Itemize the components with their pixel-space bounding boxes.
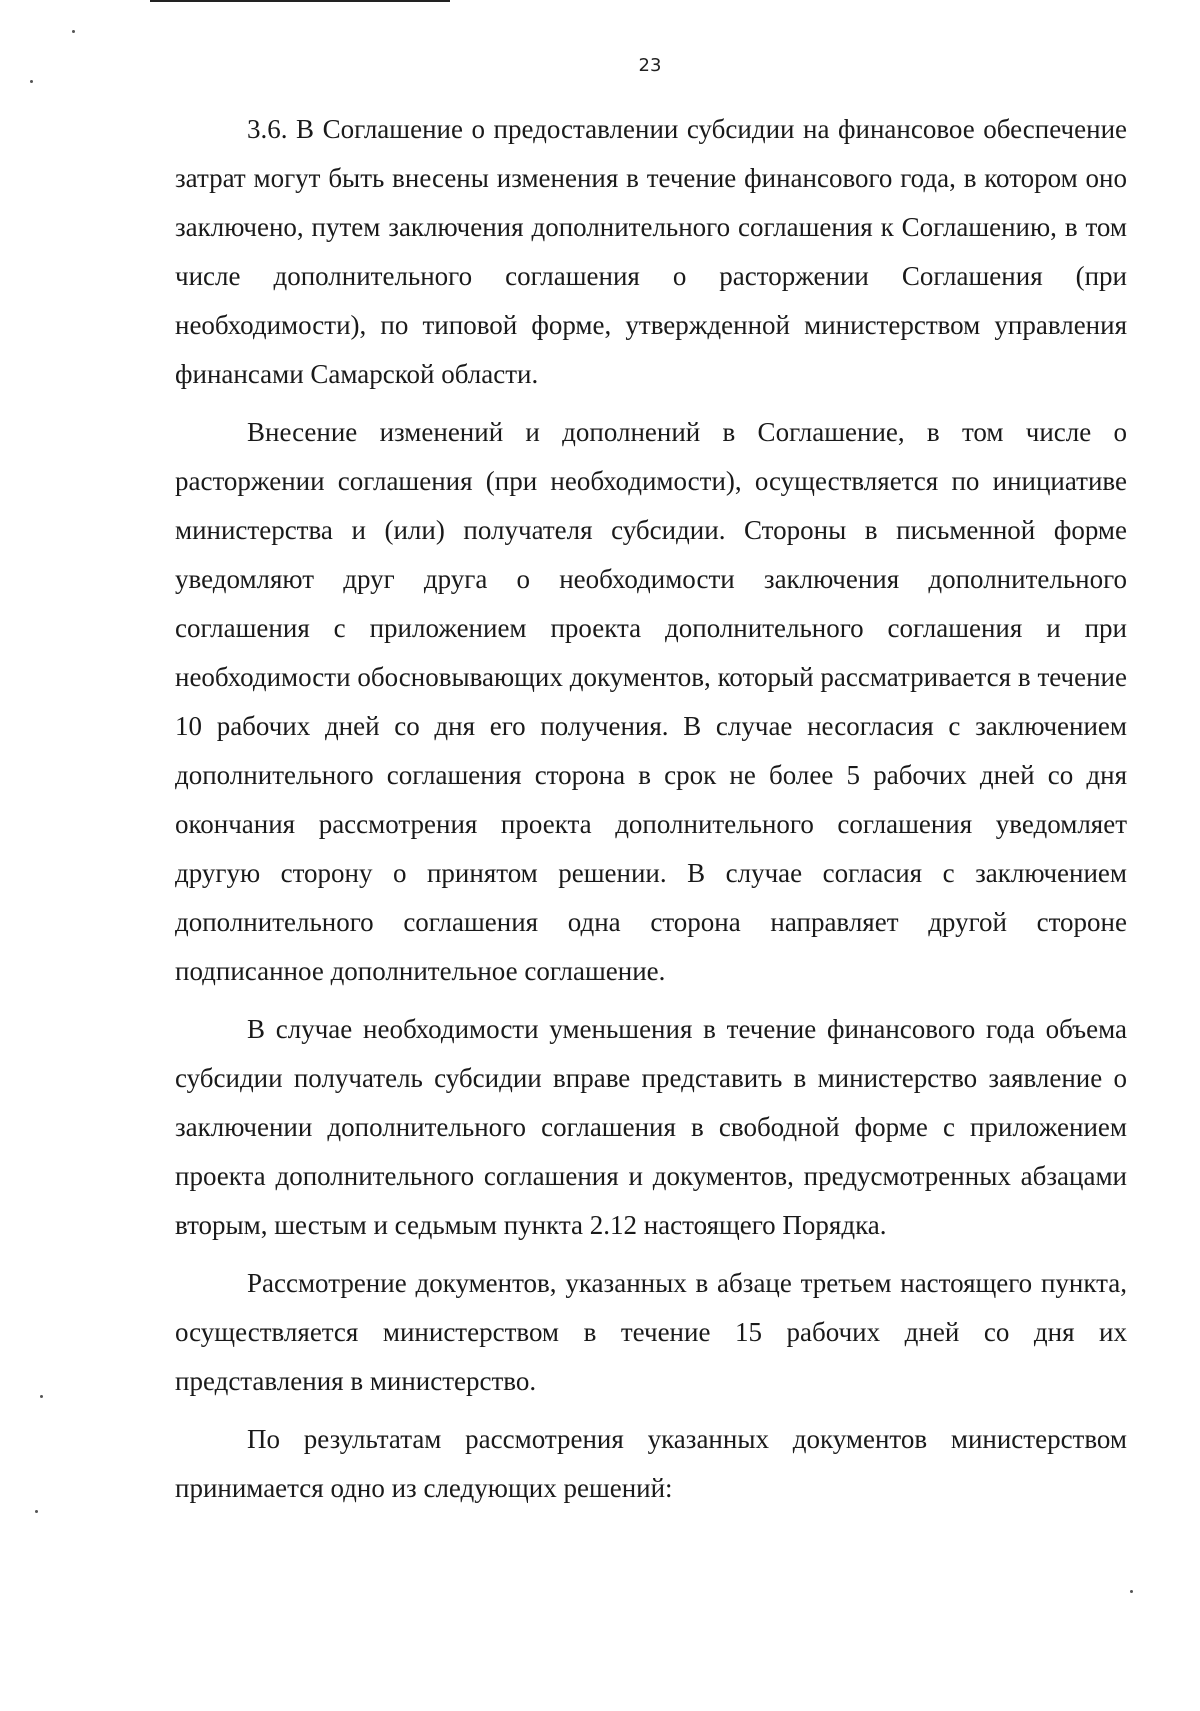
scan-speck [1130, 1590, 1133, 1593]
scan-speck [40, 1395, 43, 1398]
page-number: 23 [638, 55, 662, 76]
paragraph-decision: По результатам рассмотрения указанных документов министерством принимается одно из следующих решений: [175, 1424, 1127, 1503]
scan-speck [30, 80, 33, 83]
top-edge-line [150, 0, 450, 2]
scan-speck [72, 30, 75, 33]
paragraph-amendment-procedure: Внесение изменений и дополнений в Соглашение, в том числе о расторжении соглашения (при необходимости), осуществляется по инициативе министерства и (или) получателя субсидии. Стороны в письменной форме уведомляют друг друга о необходимости заключения дополнительного соглашения с приложением проекта дополнительного соглашения и при необходимости обосновывающих документов, который рассматривается в течение 10 рабочих дней со дня его получения. В случае несогласия с заключением дополнительного соглашения сторона в срок не более 5 рабочих дней со дня окончания рассмотрения проекта дополнительного соглашения уведомляет другую сторону о принятом решении. В случае согласия с заключением дополнительного соглашения одна сторона направляет другой стороне подписанное дополнительное соглашение. [175, 417, 1127, 986]
paragraph-3-6: 3.6. В Соглашение о предоставлении субсидии на финансовое обеспечение затрат могут быть внесены изменения в течение финансового года, в котором оно заключено, путем заключения дополнительного соглашения к Соглашению, в том числе дополнительного соглашения о расторжении Соглашения (при необходимости), по типовой форме, утвержденной министерством управления финансами Самарской области. [175, 114, 1127, 389]
paragraph-review-period: Рассмотрение документов, указанных в абзаце третьем настоящего пункта, осуществляется министерством в течение 15 рабочих дней со дня их представления в министерство. [175, 1268, 1127, 1396]
paragraph-subsidy-reduction: В случае необходимости уменьшения в течение финансового года объема субсидии получатель субсидии вправе представить в министерство заявление о заключении дополнительного соглашения в свободной форме с приложением проекта дополнительного соглашения и документов, предусмотренных абзацами вторым, шестым и седьмым пункта 2.12 настоящего Порядка. [175, 1014, 1127, 1240]
scan-speck [35, 1510, 38, 1513]
document-body [175, 105, 1127, 1514]
